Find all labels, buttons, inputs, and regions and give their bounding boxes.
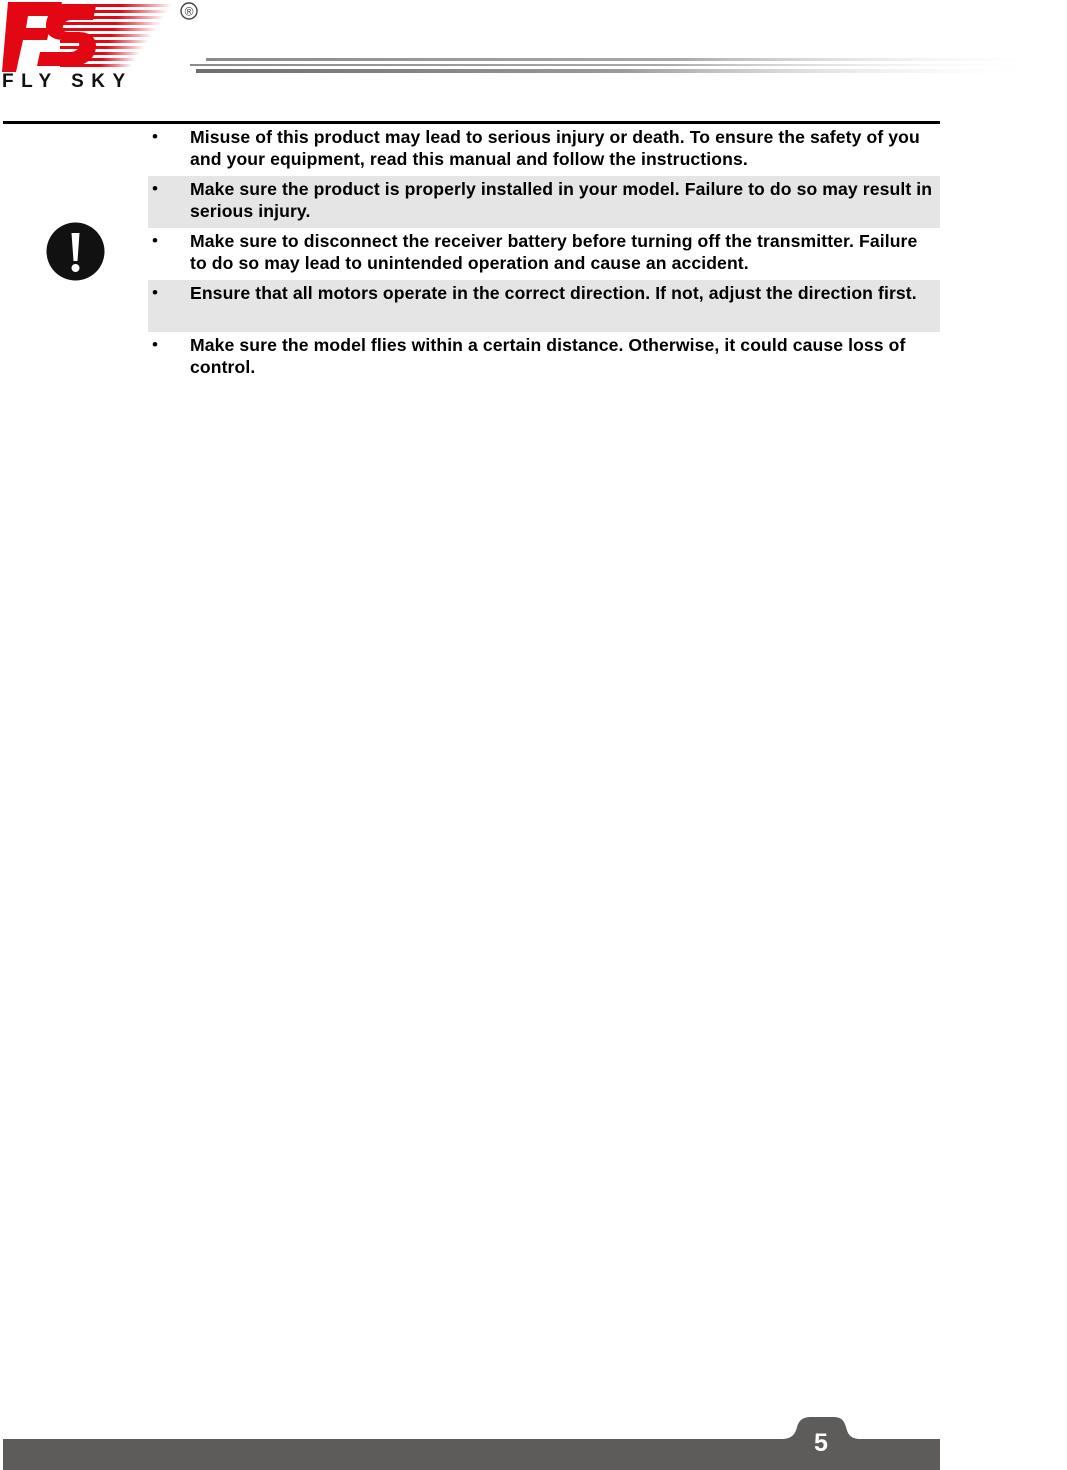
bullet: • (152, 127, 158, 146)
warning-text: Make sure to disconnect the receiver battery before turning off the transmitter. Failure to do so may lead to unintended operation and cause an accident. (190, 231, 918, 273)
warning-text: Misuse of this product may lead to serious injury or death. To ensure the safety of you and your equipment, read this manual and follow the instructions. (190, 127, 920, 169)
header-rule-lines (176, 54, 1067, 76)
exclamation-icon (46, 222, 105, 281)
warning-item (148, 176, 940, 228)
bullet: • (152, 231, 158, 250)
bullet: • (152, 179, 158, 198)
brand-wordmark: FLY SKY (2, 71, 133, 90)
warning-text: Ensure that all motors operate in the correct direction. If not, adjust the direction first. (190, 283, 917, 303)
registered-mark: ® (184, 4, 194, 19)
warning-item (148, 332, 940, 384)
safety-warning-list (148, 124, 940, 384)
warning-item (148, 124, 940, 176)
page-number: 5 (814, 1429, 828, 1457)
warning-item (148, 228, 940, 280)
flysky-logo (0, 0, 200, 90)
warning-text: Make sure the model flies within a certain distance. Otherwise, it could cause loss of control. (190, 335, 906, 377)
warning-item (148, 280, 940, 332)
bullet: • (152, 283, 158, 302)
bullet: • (152, 335, 158, 354)
flysky-logo-graphic (0, 0, 200, 90)
warning-text: Make sure the product is properly installed in your model. Failure to do so may result in serious injury. (190, 179, 933, 221)
